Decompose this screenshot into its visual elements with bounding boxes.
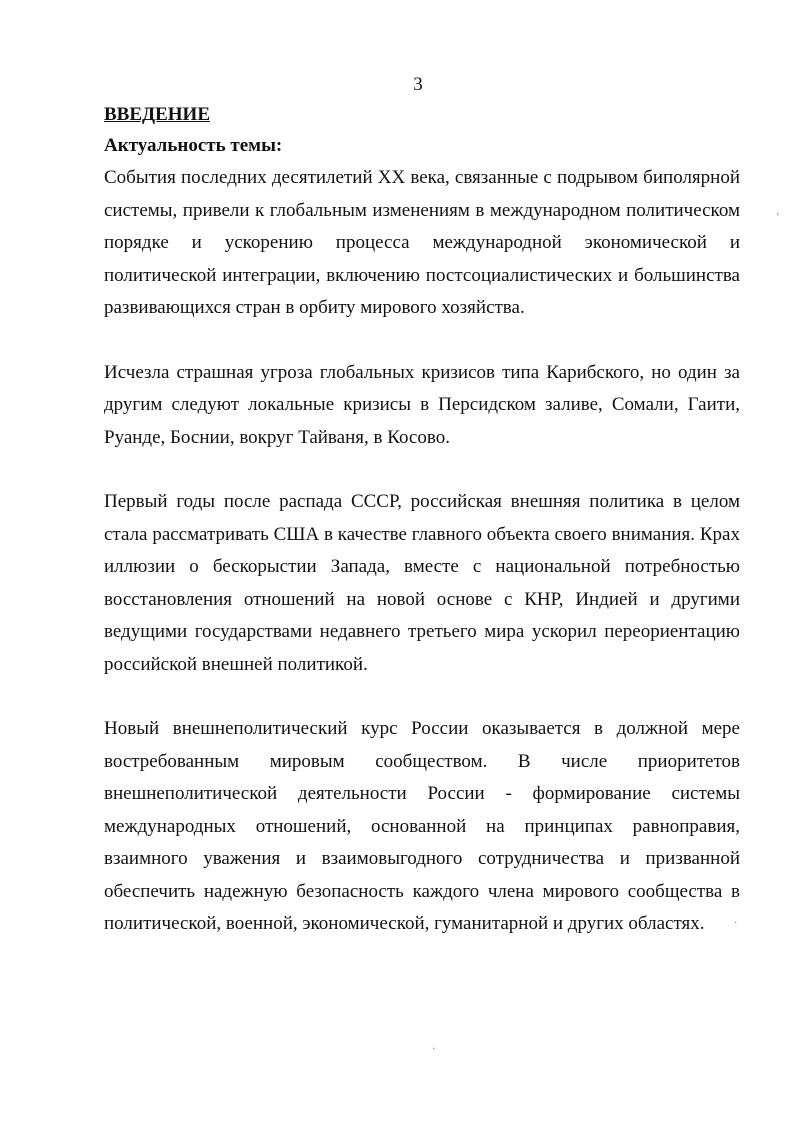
scan-speck: ·	[734, 918, 738, 929]
paragraph-1: События последних десятилетий XX века, связанные с подрывом биполярной системы, привели к глобальным изменениям в международном политическом порядке и ускорению процесса международной экономической и политической интеграции, включению постсоциалистических и большинства развивающихся стран в орбиту мирового хозяйства.	[104, 167, 740, 318]
section-heading: ВВЕДЕНИЕ	[104, 104, 210, 125]
page-content	[104, 100, 740, 973]
paragraph-4: Новый внешнеполитический курс России оказывается в должной мере востребованным мировым сообществом. В числе приоритетов внешнеполитической деятельности России - формирование системы международных отношений, основанной на принципах равноправия, взаимного уважения и взаимовыгодного сотрудничества и призванной обеспечить надежную безопасность каждого члена мирового сообщества в политической, военной, экономической, гуманитарной и других областях.	[104, 718, 740, 934]
scan-speck: ‚	[776, 206, 780, 217]
scan-speck: ·	[432, 1044, 436, 1055]
paragraph-2: Исчезла страшная угроза глобальных кризисов типа Карибского, но один за другим следуют локальные кризисы в Персидском заливе, Сомали, Гаити, Руанде, Боснии, вокруг Тайваня, в Косово.	[104, 361, 740, 448]
page-number: 3	[413, 74, 423, 95]
paragraph-3: Первый годы после распада СССР, российская внешняя политика в целом стала рассматривать США в качестве главного объекта своего внимания. Крах иллюзии о бескорыстии Запада, вместе с национальной потребностью восстановления отношений на новой основе с КНР, Индией и другими ведущими государствами недавнего третьего мира ускорил переориентацию российской внешней политикой.	[104, 491, 740, 675]
section-subheading: Актуальность темы:	[104, 135, 283, 156]
